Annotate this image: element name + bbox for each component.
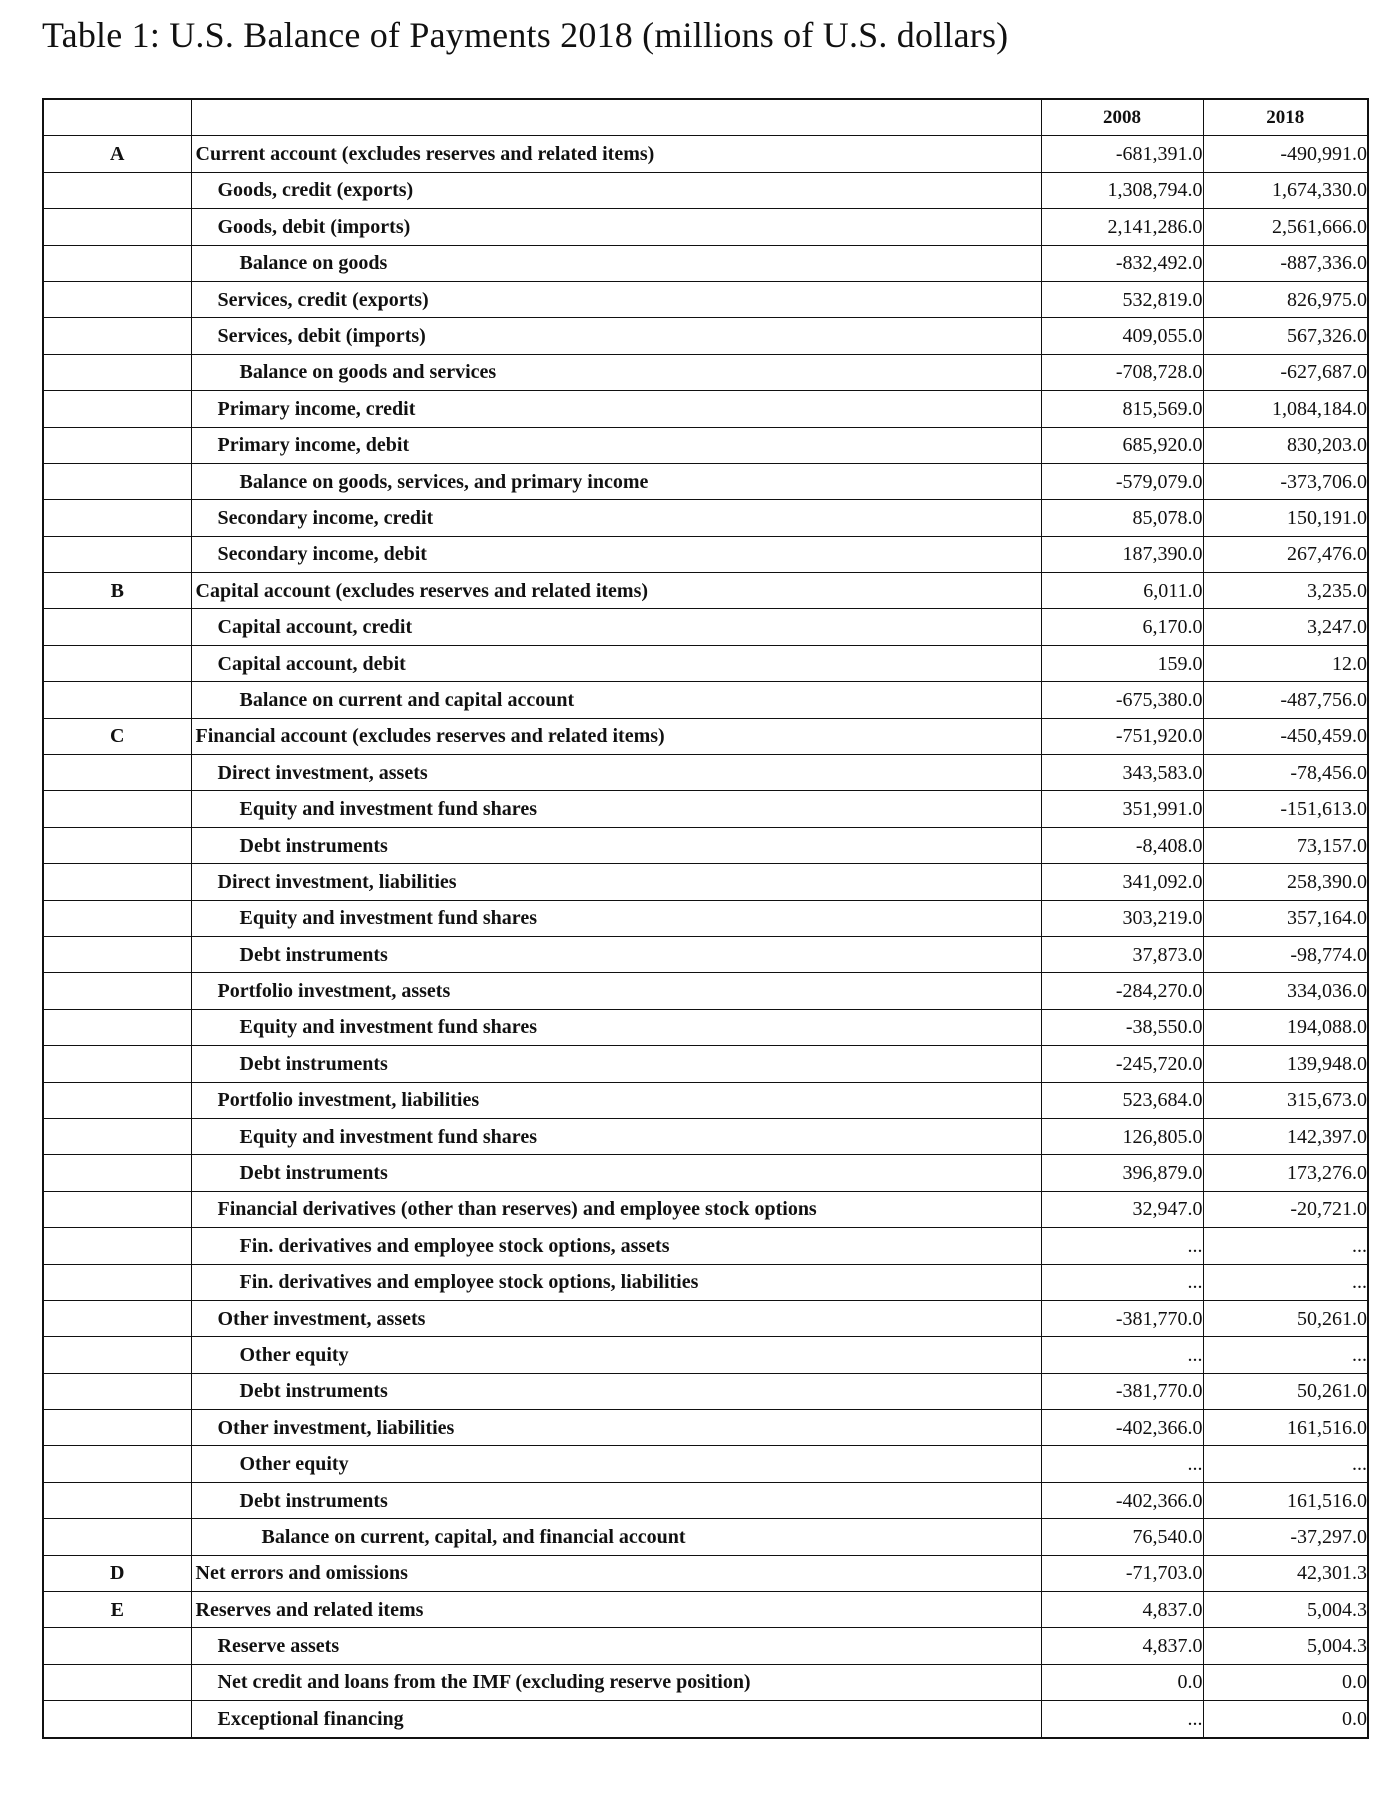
value-2008: -832,492.0: [1041, 245, 1203, 281]
value-2008: 6,011.0: [1041, 573, 1203, 609]
table-row: [43, 609, 1368, 645]
value-2008: 76,540.0: [1041, 1519, 1203, 1555]
table-row: [43, 1155, 1368, 1191]
section-letter: [43, 973, 191, 1009]
table-row: [43, 1373, 1368, 1409]
row-label: Other investment, liabilities: [191, 1410, 1041, 1446]
section-letter: [43, 645, 191, 681]
row-label: Debt instruments: [191, 1046, 1041, 1082]
row-label: Debt instruments: [191, 936, 1041, 972]
row-label: Financial account (excludes reserves and related items): [191, 718, 1041, 754]
value-2018: 50,261.0: [1203, 1300, 1368, 1336]
table-header-row: [43, 99, 1368, 136]
value-2008: 815,569.0: [1041, 391, 1203, 427]
row-label: Debt instruments: [191, 1155, 1041, 1191]
row-label: Debt instruments: [191, 827, 1041, 863]
value-2008: 343,583.0: [1041, 755, 1203, 791]
row-label: Primary income, credit: [191, 391, 1041, 427]
row-label: Reserves and related items: [191, 1592, 1041, 1628]
row-label: Equity and investment fund shares: [191, 791, 1041, 827]
value-2018: 42,301.3: [1203, 1555, 1368, 1591]
value-2008: 6,170.0: [1041, 609, 1203, 645]
value-2018: -373,706.0: [1203, 463, 1368, 499]
row-label: Other equity: [191, 1446, 1041, 1482]
table-row: [43, 1228, 1368, 1264]
section-letter: [43, 1009, 191, 1045]
value-2018: -98,774.0: [1203, 936, 1368, 972]
value-2008: -38,550.0: [1041, 1009, 1203, 1045]
row-label: Portfolio investment, liabilities: [191, 1082, 1041, 1118]
section-letter: [43, 1701, 191, 1738]
table-row: [43, 281, 1368, 317]
section-letter: [43, 209, 191, 245]
value-2008: -402,366.0: [1041, 1482, 1203, 1518]
section-letter: E: [43, 1592, 191, 1628]
value-2018: 2,561,666.0: [1203, 209, 1368, 245]
value-2008: ...: [1041, 1337, 1203, 1373]
row-label: Equity and investment fund shares: [191, 900, 1041, 936]
section-letter: [43, 609, 191, 645]
value-2018: 194,088.0: [1203, 1009, 1368, 1045]
section-letter: [43, 318, 191, 354]
table-row: [43, 1446, 1368, 1482]
value-2008: 126,805.0: [1041, 1118, 1203, 1154]
value-2018: -490,991.0: [1203, 136, 1368, 172]
value-2018: 3,247.0: [1203, 609, 1368, 645]
value-2018: 357,164.0: [1203, 900, 1368, 936]
value-2008: 341,092.0: [1041, 864, 1203, 900]
value-2018: 0.0: [1203, 1701, 1368, 1738]
value-2008: 32,947.0: [1041, 1191, 1203, 1227]
value-2018: 161,516.0: [1203, 1482, 1368, 1518]
table-row: [43, 1009, 1368, 1045]
value-2018: ...: [1203, 1264, 1368, 1300]
value-2008: 396,879.0: [1041, 1155, 1203, 1191]
section-letter: [43, 827, 191, 863]
section-letter: [43, 1482, 191, 1518]
value-2008: 0.0: [1041, 1664, 1203, 1700]
table-row: [43, 1592, 1368, 1628]
section-letter: [43, 1519, 191, 1555]
value-2008: 409,055.0: [1041, 318, 1203, 354]
row-label: Current account (excludes reserves and related items): [191, 136, 1041, 172]
table-row: [43, 718, 1368, 754]
row-label: Reserve assets: [191, 1628, 1041, 1664]
value-2018: 267,476.0: [1203, 536, 1368, 572]
value-2018: 830,203.0: [1203, 427, 1368, 463]
value-2008: 85,078.0: [1041, 500, 1203, 536]
value-2018: 567,326.0: [1203, 318, 1368, 354]
section-letter: A: [43, 136, 191, 172]
row-label: Equity and investment fund shares: [191, 1118, 1041, 1154]
value-2008: ...: [1041, 1446, 1203, 1482]
table-row: [43, 864, 1368, 900]
section-letter: [43, 1337, 191, 1373]
value-2018: 826,975.0: [1203, 281, 1368, 317]
row-label: Balance on goods and services: [191, 354, 1041, 390]
table-row: [43, 1300, 1368, 1336]
table-row: [43, 463, 1368, 499]
section-letter: [43, 172, 191, 208]
section-letter: [43, 427, 191, 463]
section-letter: [43, 1664, 191, 1700]
table-row: [43, 536, 1368, 572]
row-label: Direct investment, assets: [191, 755, 1041, 791]
row-label: Services, credit (exports): [191, 281, 1041, 317]
value-2008: 351,991.0: [1041, 791, 1203, 827]
value-2018: -450,459.0: [1203, 718, 1368, 754]
row-label: Direct investment, liabilities: [191, 864, 1041, 900]
table-row: [43, 827, 1368, 863]
section-letter: [43, 791, 191, 827]
section-letter: [43, 1046, 191, 1082]
value-2018: 50,261.0: [1203, 1373, 1368, 1409]
value-2018: -151,613.0: [1203, 791, 1368, 827]
value-2018: -487,756.0: [1203, 682, 1368, 718]
section-letter: [43, 936, 191, 972]
value-2008: -71,703.0: [1041, 1555, 1203, 1591]
row-label: Balance on current and capital account: [191, 682, 1041, 718]
section-letter: [43, 1155, 191, 1191]
value-2018: 12.0: [1203, 645, 1368, 681]
row-label: Goods, debit (imports): [191, 209, 1041, 245]
table-row: [43, 1264, 1368, 1300]
section-letter: [43, 1300, 191, 1336]
value-2008: 523,684.0: [1041, 1082, 1203, 1118]
table-row: [43, 791, 1368, 827]
table-row: [43, 1482, 1368, 1518]
value-2008: -675,380.0: [1041, 682, 1203, 718]
table-row: [43, 1046, 1368, 1082]
section-letter: [43, 682, 191, 718]
row-label: Other investment, assets: [191, 1300, 1041, 1336]
balance-of-payments-table: [42, 98, 1369, 1739]
value-2008: -579,079.0: [1041, 463, 1203, 499]
value-2008: -708,728.0: [1041, 354, 1203, 390]
row-label: Goods, credit (exports): [191, 172, 1041, 208]
row-label: Exceptional financing: [191, 1701, 1041, 1738]
value-2018: 1,674,330.0: [1203, 172, 1368, 208]
value-2018: 139,948.0: [1203, 1046, 1368, 1082]
value-2008: -381,770.0: [1041, 1300, 1203, 1336]
section-letter: [43, 245, 191, 281]
section-letter: [43, 536, 191, 572]
table-row: [43, 172, 1368, 208]
table-row: [43, 900, 1368, 936]
row-label: Capital account (excludes reserves and related items): [191, 573, 1041, 609]
row-label: Secondary income, debit: [191, 536, 1041, 572]
table-row: [43, 1628, 1368, 1664]
table-row: [43, 1191, 1368, 1227]
section-letter: [43, 391, 191, 427]
table-row: [43, 500, 1368, 536]
row-label: Balance on current, capital, and financial account: [191, 1519, 1041, 1555]
column-header-2008: 2008: [1041, 99, 1203, 136]
value-2018: -627,687.0: [1203, 354, 1368, 390]
section-letter: [43, 1446, 191, 1482]
value-2018: ...: [1203, 1337, 1368, 1373]
table-row: [43, 1519, 1368, 1555]
table-row: [43, 1664, 1368, 1700]
value-2008: -402,366.0: [1041, 1410, 1203, 1446]
row-label: Net errors and omissions: [191, 1555, 1041, 1591]
value-2008: -381,770.0: [1041, 1373, 1203, 1409]
section-letter: [43, 1082, 191, 1118]
value-2008: 1,308,794.0: [1041, 172, 1203, 208]
value-2008: -681,391.0: [1041, 136, 1203, 172]
section-letter: [43, 463, 191, 499]
value-2008: ...: [1041, 1701, 1203, 1738]
table-row: [43, 209, 1368, 245]
table-row: [43, 1082, 1368, 1118]
value-2018: 161,516.0: [1203, 1410, 1368, 1446]
page-title: Table 1: U.S. Balance of Payments 2018 (millions of U.S. dollars): [42, 15, 1009, 55]
table-row: [43, 136, 1368, 172]
section-letter: B: [43, 573, 191, 609]
value-2018: 173,276.0: [1203, 1155, 1368, 1191]
section-letter: [43, 1191, 191, 1227]
value-2018: 1,084,184.0: [1203, 391, 1368, 427]
section-letter: D: [43, 1555, 191, 1591]
value-2018: -78,456.0: [1203, 755, 1368, 791]
value-2018: 258,390.0: [1203, 864, 1368, 900]
value-2018: 0.0: [1203, 1664, 1368, 1700]
row-label: Equity and investment fund shares: [191, 1009, 1041, 1045]
table-row: [43, 1337, 1368, 1373]
table-row: [43, 318, 1368, 354]
value-2008: -751,920.0: [1041, 718, 1203, 754]
value-2018: ...: [1203, 1228, 1368, 1264]
header-section-cell: [43, 99, 191, 136]
table-row: [43, 1701, 1368, 1738]
row-label: Services, debit (imports): [191, 318, 1041, 354]
row-label: Primary income, debit: [191, 427, 1041, 463]
value-2018: 5,004.3: [1203, 1628, 1368, 1664]
table-row: [43, 973, 1368, 1009]
section-letter: [43, 354, 191, 390]
section-letter: [43, 1373, 191, 1409]
value-2018: 3,235.0: [1203, 573, 1368, 609]
section-letter: [43, 755, 191, 791]
table-row: [43, 1410, 1368, 1446]
row-label: Financial derivatives (other than reserves) and employee stock options: [191, 1191, 1041, 1227]
section-letter: [43, 1228, 191, 1264]
value-2018: -37,297.0: [1203, 1519, 1368, 1555]
value-2008: 159.0: [1041, 645, 1203, 681]
value-2008: 532,819.0: [1041, 281, 1203, 317]
value-2018: -887,336.0: [1203, 245, 1368, 281]
section-letter: [43, 500, 191, 536]
header-description-cell: [191, 99, 1041, 136]
column-header-2018: 2018: [1203, 99, 1368, 136]
section-letter: [43, 900, 191, 936]
value-2018: 73,157.0: [1203, 827, 1368, 863]
table-row: [43, 427, 1368, 463]
value-2008: 37,873.0: [1041, 936, 1203, 972]
table-row: [43, 391, 1368, 427]
value-2018: 150,191.0: [1203, 500, 1368, 536]
value-2008: 4,837.0: [1041, 1628, 1203, 1664]
row-label: Other equity: [191, 1337, 1041, 1373]
table-row: [43, 245, 1368, 281]
row-label: Capital account, credit: [191, 609, 1041, 645]
row-label: Fin. derivatives and employee stock options, liabilities: [191, 1264, 1041, 1300]
value-2008: 187,390.0: [1041, 536, 1203, 572]
value-2008: ...: [1041, 1264, 1203, 1300]
table-row: [43, 755, 1368, 791]
table-row: [43, 354, 1368, 390]
row-label: Debt instruments: [191, 1373, 1041, 1409]
row-label: Fin. derivatives and employee stock options, assets: [191, 1228, 1041, 1264]
value-2018: -20,721.0: [1203, 1191, 1368, 1227]
value-2008: -8,408.0: [1041, 827, 1203, 863]
table-row: [43, 573, 1368, 609]
value-2008: 303,219.0: [1041, 900, 1203, 936]
value-2008: -284,270.0: [1041, 973, 1203, 1009]
table-row: [43, 645, 1368, 681]
row-label: Secondary income, credit: [191, 500, 1041, 536]
value-2008: 685,920.0: [1041, 427, 1203, 463]
row-label: Debt instruments: [191, 1482, 1041, 1518]
value-2018: 5,004.3: [1203, 1592, 1368, 1628]
section-letter: [43, 864, 191, 900]
table-row: [43, 1118, 1368, 1154]
row-label: Balance on goods: [191, 245, 1041, 281]
section-letter: [43, 1118, 191, 1154]
section-letter: [43, 1628, 191, 1664]
table-row: [43, 936, 1368, 972]
value-2008: 2,141,286.0: [1041, 209, 1203, 245]
section-letter: C: [43, 718, 191, 754]
section-letter: [43, 1410, 191, 1446]
row-label: Balance on goods, services, and primary income: [191, 463, 1041, 499]
table-row: [43, 1555, 1368, 1591]
value-2018: 315,673.0: [1203, 1082, 1368, 1118]
row-label: Net credit and loans from the IMF (excluding reserve position): [191, 1664, 1041, 1700]
table-row: [43, 682, 1368, 718]
value-2018: 334,036.0: [1203, 973, 1368, 1009]
value-2008: -245,720.0: [1041, 1046, 1203, 1082]
row-label: Capital account, debit: [191, 645, 1041, 681]
value-2018: ...: [1203, 1446, 1368, 1482]
value-2008: ...: [1041, 1228, 1203, 1264]
section-letter: [43, 281, 191, 317]
value-2008: 4,837.0: [1041, 1592, 1203, 1628]
section-letter: [43, 1264, 191, 1300]
value-2018: 142,397.0: [1203, 1118, 1368, 1154]
row-label: Portfolio investment, assets: [191, 973, 1041, 1009]
